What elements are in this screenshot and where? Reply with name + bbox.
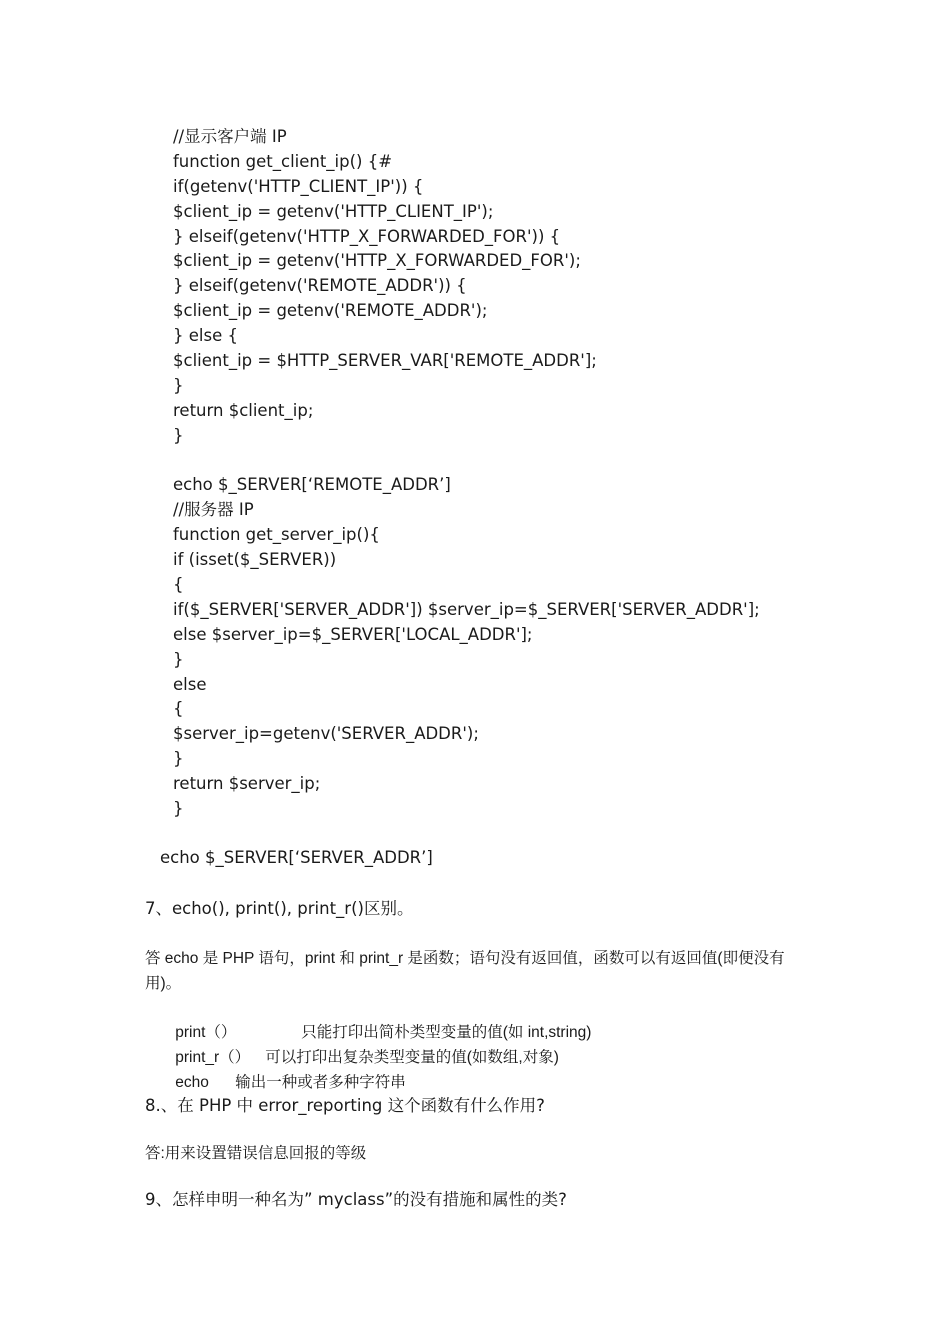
code-line: $client_ip = getenv('HTTP_CLIENT_IP'); bbox=[173, 201, 494, 221]
code-line: } bbox=[173, 799, 184, 819]
code-line: //显示客户端 IP bbox=[173, 127, 287, 146]
code-line: } elseif(getenv('HTTP_X_FORWARDED_FOR')) { bbox=[173, 226, 561, 246]
code-line: $client_ip = getenv('HTTP_X_FORWARDED_FOR'); bbox=[173, 251, 581, 271]
code-line: } bbox=[173, 749, 184, 769]
code-line: function get_client_ip() {# bbox=[173, 151, 393, 171]
code-block bbox=[173, 125, 873, 822]
code-line: $server_ip=getenv('SERVER_ADDR'); bbox=[173, 724, 479, 744]
code-line: } bbox=[173, 425, 184, 445]
definition-desc: 可以打印出复杂类型变量的值(如数组,对象) bbox=[265, 1049, 559, 1066]
definition-desc: 输出一种或者多种字符串 bbox=[235, 1074, 406, 1091]
code-line: { bbox=[173, 575, 184, 595]
code-line: $client_ip = getenv('REMOTE_ADDR'); bbox=[173, 301, 488, 321]
code-line: return $client_ip; bbox=[173, 400, 314, 420]
echo-server-addr-line: echo $_SERVER[‘SERVER_ADDR’] bbox=[160, 848, 433, 867]
code-blank-line bbox=[173, 449, 873, 474]
definition-term: print_r（） bbox=[175, 1049, 251, 1066]
code-line: echo $_SERVER[‘REMOTE_ADDR’] bbox=[173, 475, 451, 495]
code-line: $client_ip = $HTTP_SERVER_VAR['REMOTE_ADDR']; bbox=[173, 351, 597, 371]
question-8: 8.、在 PHP 中 error_reporting 这个函数有什么作用? bbox=[145, 1096, 545, 1115]
question-9: 9、怎样申明一种名为” myclass”的没有措施和属性的类? bbox=[145, 1190, 567, 1209]
code-line: } elseif(getenv('REMOTE_ADDR')) { bbox=[173, 276, 467, 296]
code-line: } bbox=[173, 649, 184, 669]
answer-7: 答 echo 是 PHP 语句，print 和 print_r 是函数；语句没有返回值，函数可以有返回值(即便没有用)。 bbox=[145, 950, 785, 992]
code-line: function get_server_ip(){ bbox=[173, 525, 380, 545]
code-line: { bbox=[173, 699, 184, 719]
question-7: 7、echo(), print(), print_r()区别。 bbox=[145, 899, 414, 918]
code-line: if (isset($_SERVER)) bbox=[173, 550, 337, 570]
definition-term: print（） bbox=[175, 1024, 237, 1041]
definition-desc: 只能打印出简朴类型变量的值(如 int,string) bbox=[301, 1024, 592, 1041]
definition-term: echo bbox=[175, 1074, 209, 1091]
code-line: //服务器 IP bbox=[173, 500, 254, 520]
code-line: } bbox=[173, 375, 184, 395]
code-line: if($_SERVER['SERVER_ADDR']) $server_ip=$_SERVER['SERVER_ADDR']; bbox=[173, 599, 760, 619]
code-line: } else { bbox=[173, 326, 238, 346]
answer-8: 答:用来设置错误信息回报的等级 bbox=[145, 1145, 367, 1162]
code-line: else $server_ip=$_SERVER['LOCAL_ADDR']; bbox=[173, 624, 533, 644]
code-line: else bbox=[173, 674, 207, 694]
code-line: return $server_ip; bbox=[173, 774, 321, 794]
code-line: if(getenv('HTTP_CLIENT_IP')) { bbox=[173, 176, 424, 196]
